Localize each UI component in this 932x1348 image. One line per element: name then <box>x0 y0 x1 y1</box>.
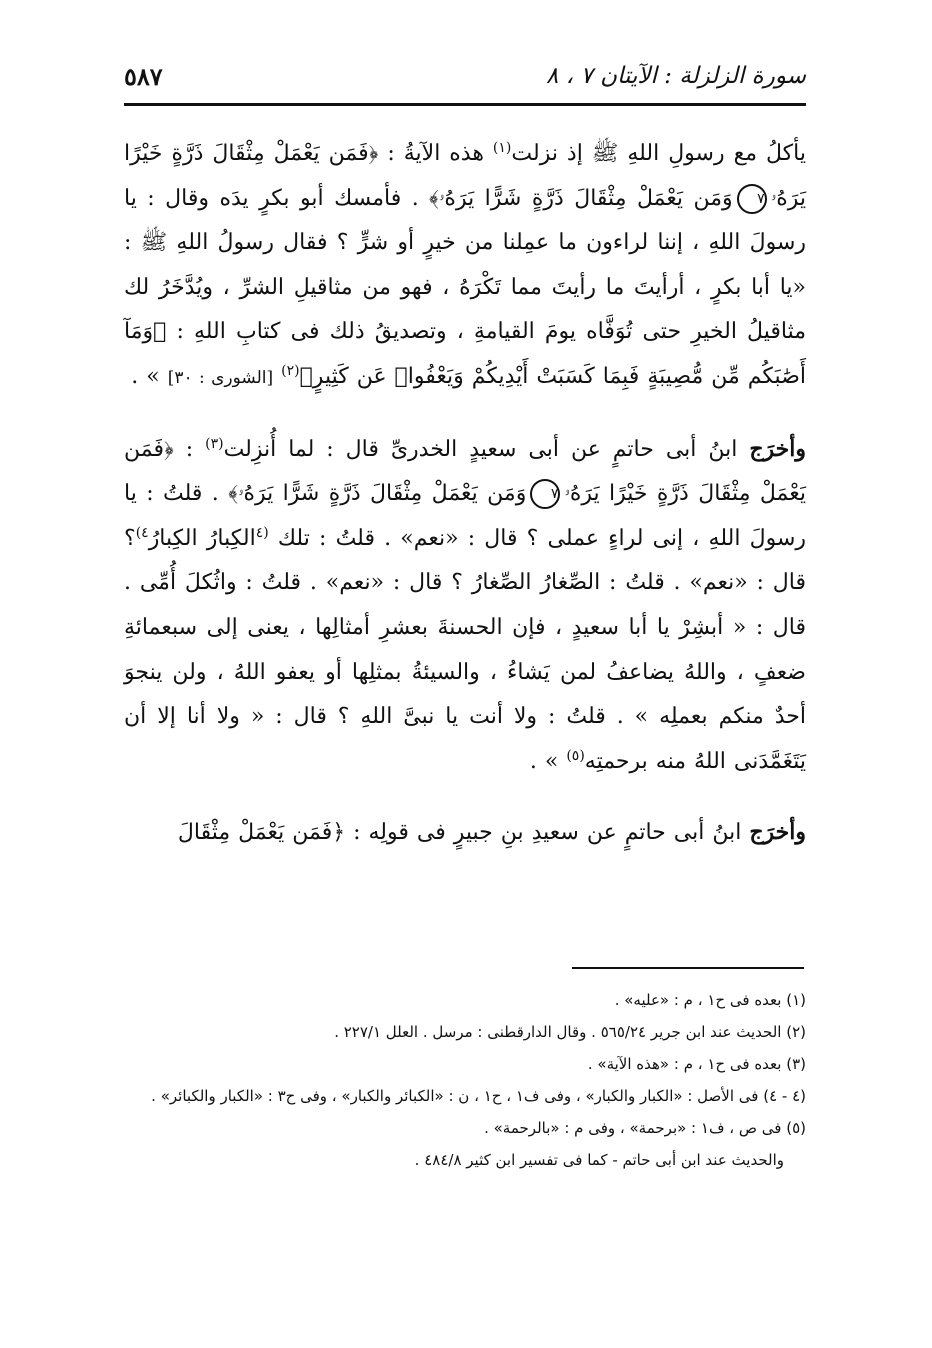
footnote-ref-4-close: ٤) <box>135 524 149 541</box>
quran-verse: ﴿فَمَن يَعْمَلْ مِثْقَالَ <box>177 820 346 846</box>
quran-verse: ﴿فَمَن يَعْمَلْ مِثْقَالَ ذَرَّةٍ خَيْرًا يَرَهُۥ <box>124 141 806 211</box>
paragraph-lead: وأخرَج <box>749 435 806 462</box>
page-header <box>124 54 806 98</box>
text-run: : <box>185 436 194 462</box>
footnote-5: (٥) فى ص ، ف١ : «برحمة» ، وفى م : «بالرحمة» . <box>484 1119 806 1137</box>
footnote-rule <box>572 967 804 969</box>
running-title: سورة الزلزلة : الآيتان ٧ ، ٨ <box>546 63 806 89</box>
quran-verse: ﴿وَمَآ أَصَٰبَكُم مِّن مُّصِيبَةٍ فَبِمَا كَسَبَتْ أَيْدِيكُمْ وَيَعْفُوا۟ عَن كَثِيرٍ﴾ <box>124 319 806 389</box>
paragraph-lead: وأخرَج <box>749 819 806 846</box>
footnote-ref-5: (٥) <box>566 747 585 764</box>
footnotes <box>124 984 806 1176</box>
paragraph-2 <box>124 427 806 785</box>
text-run: هذه الآيةُ : <box>387 141 484 166</box>
footnote-3: (٣) بعده فى ح١ ، م : «هذه الآية» . <box>587 1055 806 1073</box>
paragraph-1 <box>124 132 806 401</box>
text-run: . فأمسك أبو بكرٍ يدَه وقال : يا رسولَ اللهِ ، إننا لراءون ما عمِلنا من خيرٍ أو شرٍّ ؟ فقال رسولُ اللهِ ﷺ : «يا أبا بكرٍ ، أرأيتَ ما رأيتَ مما تَكْرَهُ ، فهو من مثاقيلِ الشرِّ ، ويُدَّخَرُ لك مثاقيلُ الخيرِ حتى تُوَفَّاه يومَ القيامةِ ، وتصديقُ ذلك فى كتابِ اللهِ : <box>124 185 807 345</box>
footnote-5-continuation: والحديث عند ابن أبى حاتم - كما فى تفسير ابن كثير ٤٨٤/٨ . <box>414 1151 784 1169</box>
quran-verse: وَمَن يَعْمَلْ مِثْقَالَ ذَرَّةٍ شَرًّا يَرَهُۥ﴾ <box>228 481 527 507</box>
text-run: ابنُ أبى حاتمٍ عن أبى سعيدٍ الخدرىِّ قال : لما أُنزِلت <box>223 436 738 462</box>
ayah-number-icon: ٧ <box>737 184 767 214</box>
main-text <box>124 132 806 856</box>
text-run: » . <box>131 363 160 389</box>
quran-verse: ﴿فَمَن يَعْمَلْ مِثْقَالَ ذَرَّةٍ خَيْرًا يَرَهُۥ <box>124 436 806 507</box>
text-run: . قلتُ : يا رسولَ اللهِ ، إنى لراءٍ عملى ؟ قال : «نعم» . قلتُ : تلك <box>124 481 807 551</box>
ayah-number-icon: ٧ <box>530 479 560 509</box>
surah-reference: [الشورى : ٣٠] <box>167 367 274 388</box>
text-run: ؟ قال : «نعم» . قلتُ : الصِّغارُ الصِّغارُ ؟ قال : «نعم» . قلتُ : واثُكلَ أُمِّى . قال : « أبشِرْ يا أبا سعيدٍ ، فإن الحسنةَ بعشرِ أمثالِها ، يعنى إلى سبعمائةِ ضعفٍ ، واللهُ يضاعفُ لمن يَشاءُ ، والسيئةُ بمثلِها أو يعفو اللهُ ، ولن ينجوَ أحدٌ منكم بعملِه » . قلتُ : ولا أنت يا نبىَّ اللهِ ؟ قال : « ولا أنا إلا أن يَتَغَمَّدَنى اللهُ منه برحمتِه <box>124 525 806 774</box>
quran-verse: وَمَن يَعْمَلْ مِثْقَالَ ذَرَّةٍ شَرًّا يَرَهُۥ﴾ <box>429 185 733 211</box>
footnote-ref-3: (٣) <box>205 435 224 452</box>
footnote-ref-4-open: (٤ <box>255 524 269 541</box>
footnote-1: (١) بعده فى ح١ ، م : «عليه» . <box>614 991 806 1009</box>
header-rule <box>124 103 806 106</box>
text-run: ابنُ أبى حاتمٍ عن سعيدِ بنِ جبيرٍ فى قولِه : <box>353 820 742 846</box>
footnote-ref-1: (١) <box>492 140 512 156</box>
footnote-4: (٤ - ٤) فى الأصل : «الكبار والكبار» ، وفى ف١ ، ح١ ، ن : «الكبائر والكبار» ، وفى ح٣ : «الكبار والكبائر» . <box>151 1087 806 1105</box>
footnote-ref-2: (٢) <box>281 362 300 379</box>
text-run: يأكلُ مع رسولِ اللهِ ﷺ إذ نزلت <box>511 141 806 166</box>
page-number: ٥٨٧ <box>124 61 163 91</box>
footnote-2: (٢) الحديث عند ابن جرير ٥٦٥/٢٤ . وقال الدارقطنى : مرسل . العلل ٢٢٧/١ . <box>334 1023 806 1041</box>
text-run: » . <box>529 748 559 774</box>
paragraph-3 <box>124 810 806 856</box>
text-run: الكِبارُ الكِبارُ <box>148 525 256 551</box>
